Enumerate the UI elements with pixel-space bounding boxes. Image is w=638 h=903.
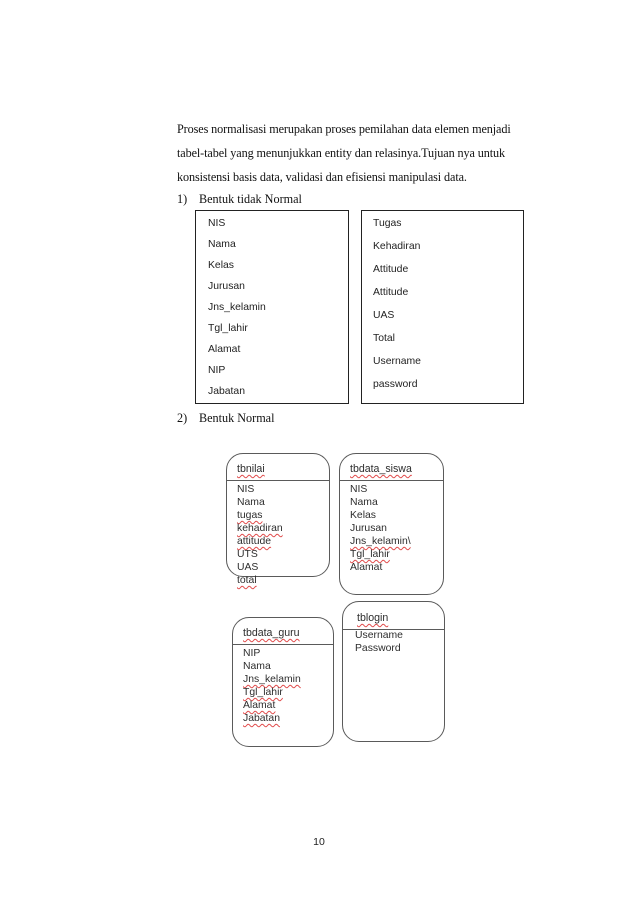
section-title: Bentuk tidak Normal <box>199 192 302 206</box>
field-item: Total <box>373 333 395 344</box>
table-field: kehadiran <box>237 523 283 534</box>
list-number: 2) <box>177 411 188 425</box>
table-field: Tgl_lahir <box>243 687 283 698</box>
page-number: 10 <box>313 836 325 848</box>
table-field: NIS <box>237 484 255 495</box>
table-field: Jabatan <box>243 713 280 724</box>
table-field: Nama <box>243 661 271 672</box>
table-field: Username <box>355 630 403 641</box>
table-card-tbnilai <box>226 453 330 586</box>
section-heading-unnormalized <box>177 192 302 207</box>
table-field: attitude <box>237 536 272 547</box>
list-number: 1) <box>177 192 188 206</box>
field-item: Nama <box>208 239 236 250</box>
table-title: tbdata_siswa <box>350 463 412 475</box>
table-field: NIP <box>243 648 261 659</box>
table-field: UTS <box>237 549 258 560</box>
paragraph-line: konsistensi basis data, validasi dan efisiensi manipulasi data. <box>177 170 467 184</box>
table-field: Kelas <box>350 510 376 521</box>
field-item: Alamat <box>208 344 241 355</box>
field-item: Username <box>373 356 421 367</box>
section-heading-normalized <box>177 411 274 426</box>
field-item: Attitude <box>373 287 409 298</box>
field-item: UAS <box>373 310 395 321</box>
field-item: Jabatan <box>208 386 245 397</box>
field-item: Kehadiran <box>373 241 421 252</box>
header-divider <box>227 480 329 481</box>
table-card-tbdata-guru <box>232 617 334 747</box>
table-field: Alamat <box>243 700 276 711</box>
field-item: password <box>373 379 418 390</box>
paragraph-line: Proses normalisasi merupakan proses pemilahan data elemen menjadi <box>177 122 511 136</box>
header-divider <box>233 644 333 645</box>
table-field: Tgl_lahir <box>350 549 390 560</box>
table-title: tbdata_guru <box>243 627 300 639</box>
field-item: Tgl_lahir <box>208 323 248 334</box>
field-item: NIS <box>208 218 226 229</box>
field-item: NIP <box>208 365 226 376</box>
table-field: Jns_kelamin\ <box>350 536 411 547</box>
table-field: Nama <box>350 497 378 508</box>
field-item: Tugas <box>373 218 402 229</box>
table-field: UAS <box>237 562 259 573</box>
paragraph-line: tabel-tabel yang menunjukkan entity dan relasinya.Tujuan nya untuk <box>177 146 506 160</box>
field-item: Attitude <box>373 264 409 275</box>
table-title: tbnilai <box>237 463 265 475</box>
table-title: tblogin <box>357 612 389 624</box>
table-field: tugas <box>237 510 263 521</box>
unnormalized-box-right <box>361 210 524 404</box>
table-field: Jurusan <box>350 523 387 534</box>
table-field: Alamat <box>350 562 383 573</box>
table-field: total <box>237 575 257 586</box>
table-field: Password <box>355 643 401 654</box>
table-card-tblogin <box>342 601 445 742</box>
field-item: Kelas <box>208 260 234 271</box>
field-item: Jns_kelamin <box>208 302 266 313</box>
table-field: Jns_kelamin <box>243 674 301 685</box>
header-divider <box>340 480 443 481</box>
table-field: NIS <box>350 484 368 495</box>
table-field: Nama <box>237 497 265 508</box>
table-card-tbdata-siswa <box>339 453 444 595</box>
unnormalized-box-left <box>195 210 349 404</box>
section-title: Bentuk Normal <box>199 411 275 425</box>
field-item: Jurusan <box>208 281 245 292</box>
